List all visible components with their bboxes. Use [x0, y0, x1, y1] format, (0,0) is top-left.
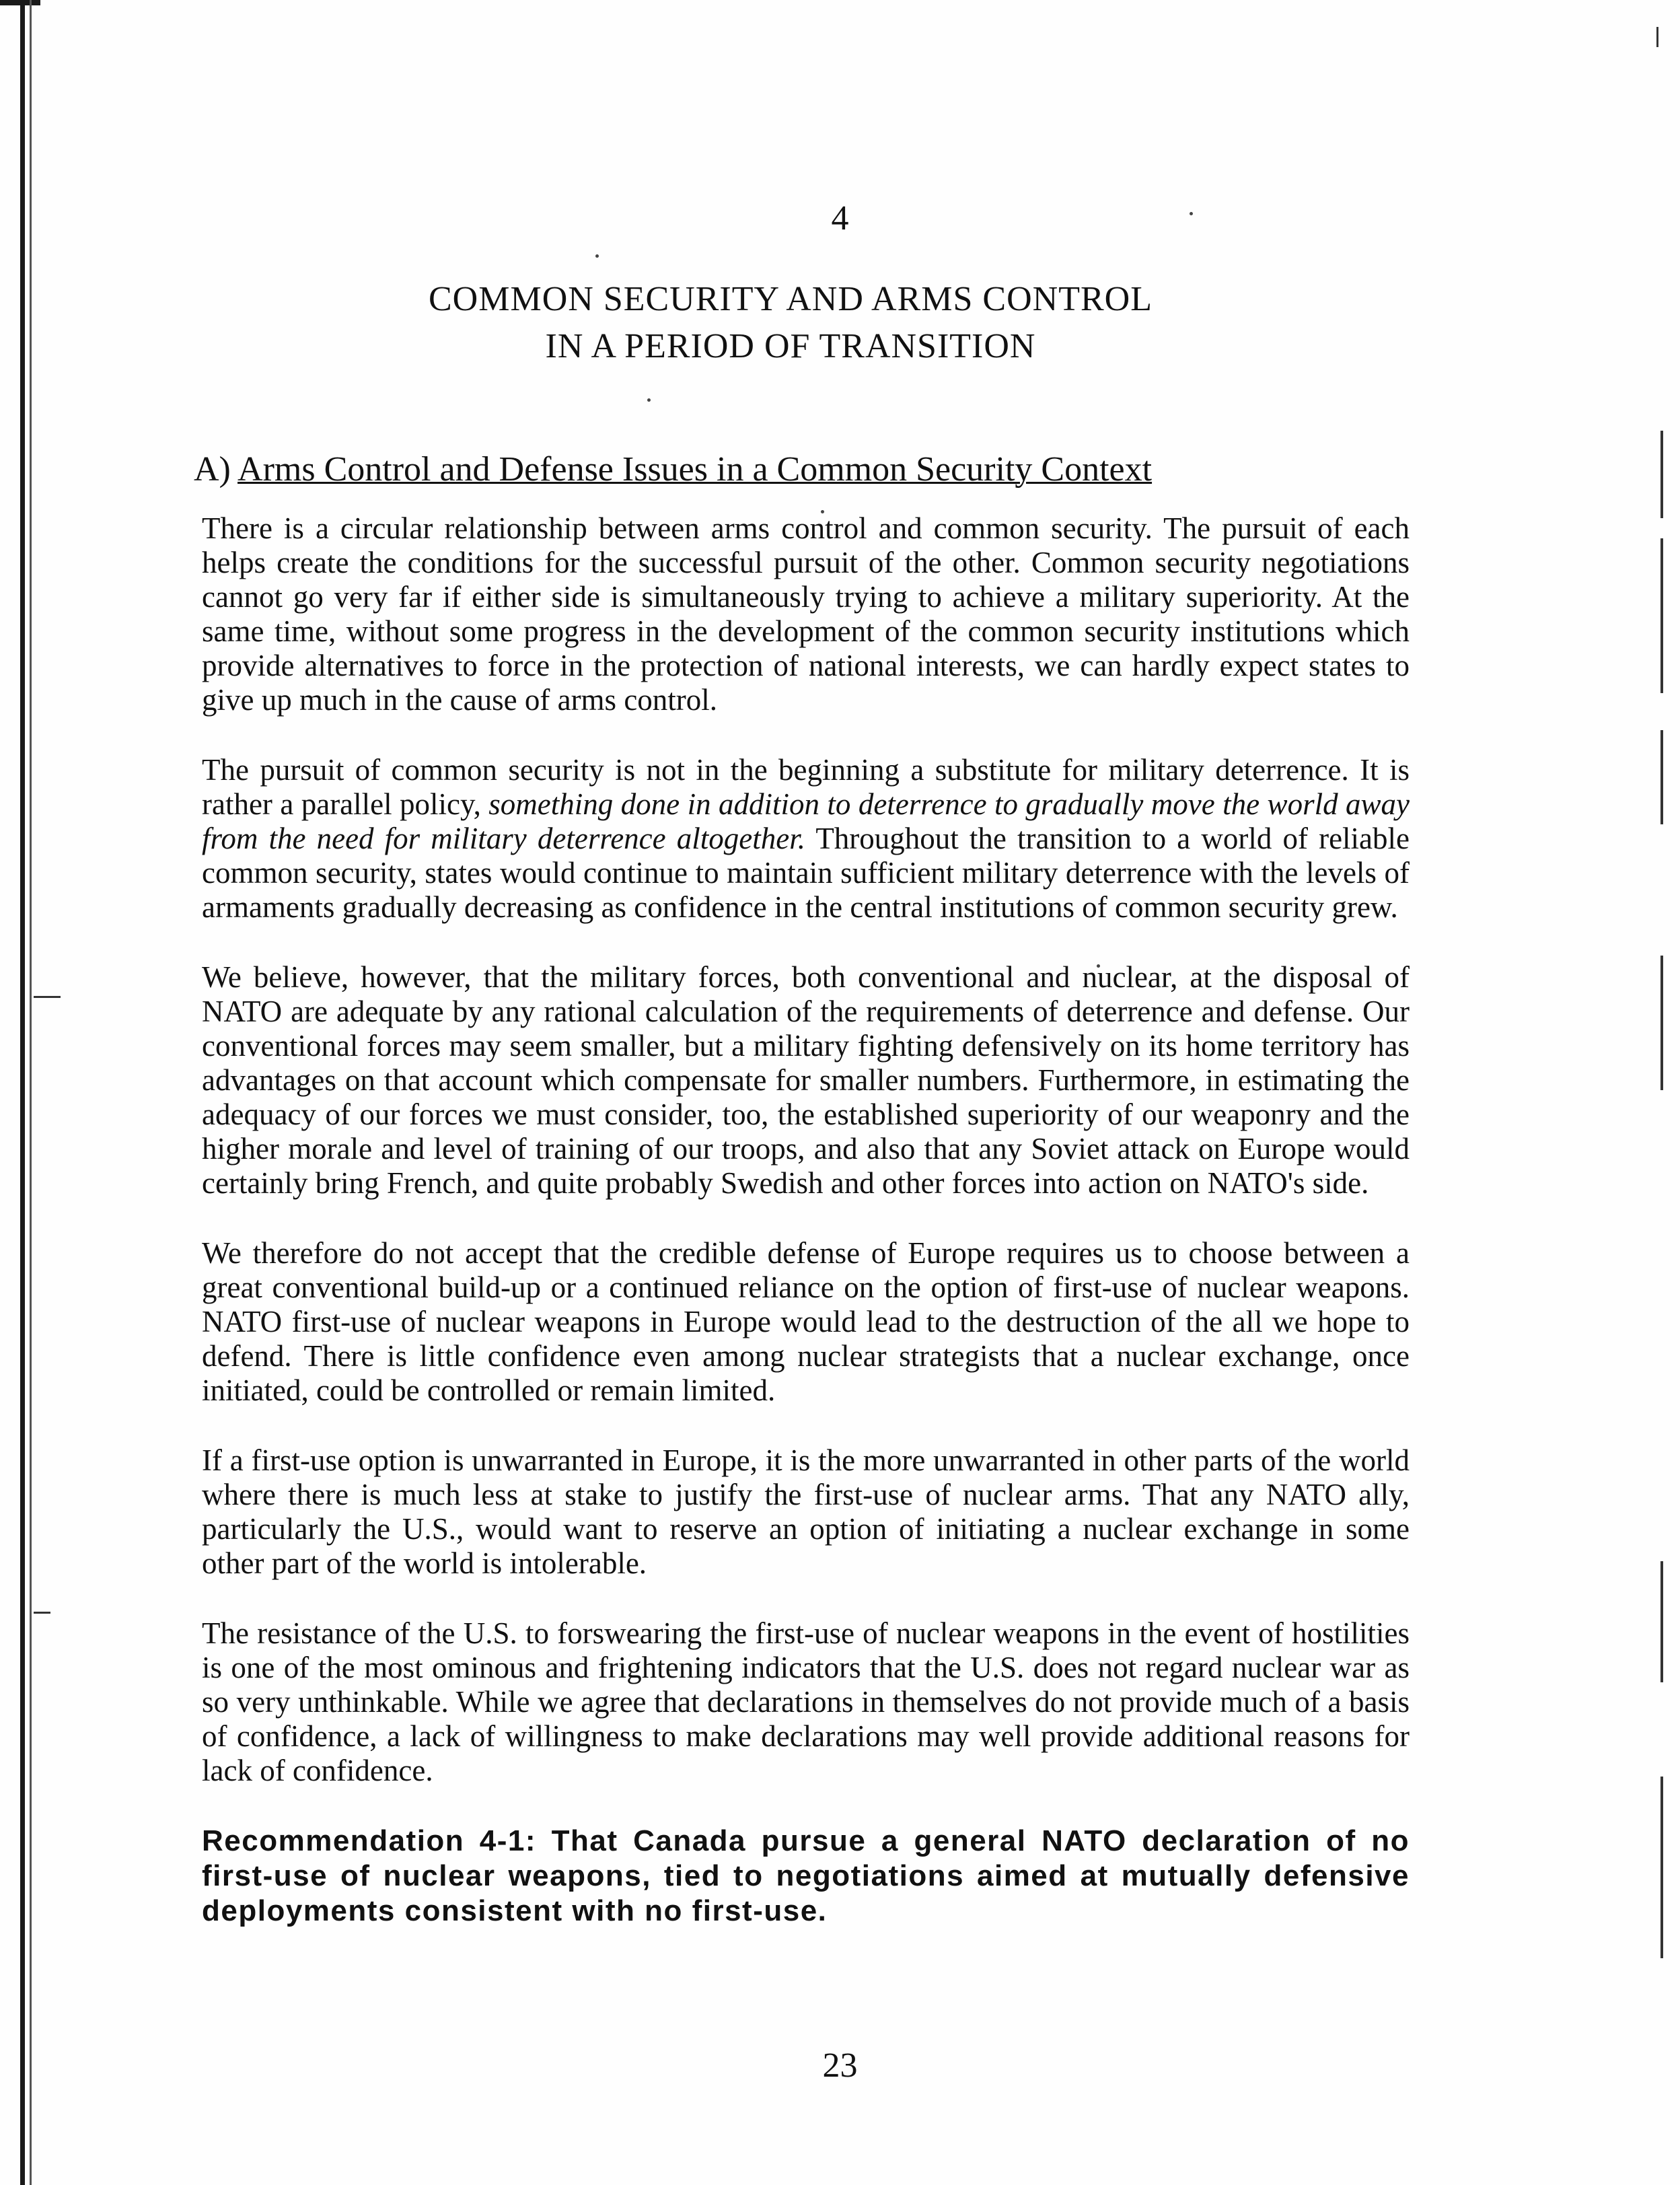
- scan-edge-mark: [1660, 431, 1663, 518]
- paragraph: We believe, however, that the military forces, both conventional and nuclear, at the disposal of NATO are adequate by any rational calculation of the requirements of deterrence and defense. Our conventional forces may seem smaller, but a military fighting defensively on its home territory has advantages on that account which compensate for smaller numbers. Furthermore, in estimating the adequacy of our forces we must consider, too, the established superiority of our weaponry and the higher morale and level of training of our troops, and also that any Soviet attack on Europe would certainly bring French, and quite probably Swedish and other forces into action on NATO's side.: [202, 960, 1410, 1200]
- scan-speck: [595, 254, 599, 258]
- scan-margin-mark: [34, 996, 61, 998]
- chapter-title-line: COMMON SECURITY AND ARMS CONTROL: [429, 280, 1153, 318]
- page-number: 23: [822, 2046, 858, 2085]
- paragraph: We therefore do not accept that the credible defense of Europe requires us to choose between a great conventional build-up or a continued reliance on the option of first-use of nuclear weapons. NATO first-use of nuclear weapons in Europe would lead to the destruction of the all we hope to defend. There is little confidence even among nuclear strategists that a nuclear exchange, once initiated, could be controlled or remain limited.: [202, 1236, 1410, 1407]
- scan-edge-mark: [1656, 27, 1658, 47]
- paragraph: There is a circular relationship between arms control and common security. The pursuit of each helps create the conditions for the successful pursuit of the other. Common security negotiations cannot go very far if either side is simultaneously trying to achieve a military superiority. At the same time, without some progress in the development of the common security institutions which provide alternatives to force in the protection of national interests, we can hardly expect states to give up much in the cause of arms control.: [202, 511, 1410, 717]
- body-text: [202, 511, 1410, 1964]
- recommendation: Recommendation 4-1: That Canada pursue a general NATO declaration of no first-use of nuclear weapons, tied to negotiations aimed at mutually defensive deployments consistent with no first-use.: [202, 1824, 1410, 1927]
- scan-edge-mark: [1660, 1777, 1663, 1958]
- section-heading: [194, 450, 1472, 489]
- scan-edge-mark: [1660, 538, 1663, 693]
- paragraph-text: The pursuit of common security is not in the beginning a substitute for military deterrence. It is rather a parallel policy,: [202, 753, 1410, 821]
- paragraph-emphasis: something done in addition to deterrence to gradually move the world away from the need for military deterrence altogether.: [202, 787, 1410, 855]
- paragraph: The resistance of the U.S. to forswearing the first-use of nuclear weapons in the event of hostilities is one of the most ominous and frightening indicators that the U.S. does not regard nuclear war as so very unthinkable. While we agree that declarations in themselves do not provide much of a basis of confidence, a lack of willingness to make declarations may well provide additional reasons for lack of confidence.: [202, 1616, 1410, 1787]
- section-label: A): [194, 450, 231, 489]
- scan-edge-mark: [1660, 730, 1663, 824]
- chapter-title-line: IN A PERIOD OF TRANSITION: [545, 327, 1036, 365]
- chapter-title: [0, 276, 1581, 370]
- paragraph-text: Throughout the transition to a world of reliable common security, states would continue to maintain sufficient military deterrence with the levels of armaments gradually decreasing as confidence in the central institutions of common security grew.: [202, 822, 1410, 924]
- scan-edge-mark: [1660, 1561, 1663, 1682]
- section-heading-text: Arms Control and Defense Issues in a Common Security Context: [238, 450, 1153, 489]
- chapter-number: 4: [831, 199, 849, 238]
- scan-edge-mark: [1660, 956, 1663, 1090]
- paragraph: [202, 753, 1410, 925]
- scan-speck: [647, 398, 651, 402]
- paragraph: If a first-use option is unwarranted in Europe, it is the more unwarranted in other parts of the world where there is much less at stake to justify the first-use of nuclear arms. That any NATO ally, particularly the U.S., would want to reserve an option of initiating a nuclear exchange in some other part of the world is intolerable.: [202, 1443, 1410, 1580]
- scan-margin-mark: [34, 1612, 50, 1614]
